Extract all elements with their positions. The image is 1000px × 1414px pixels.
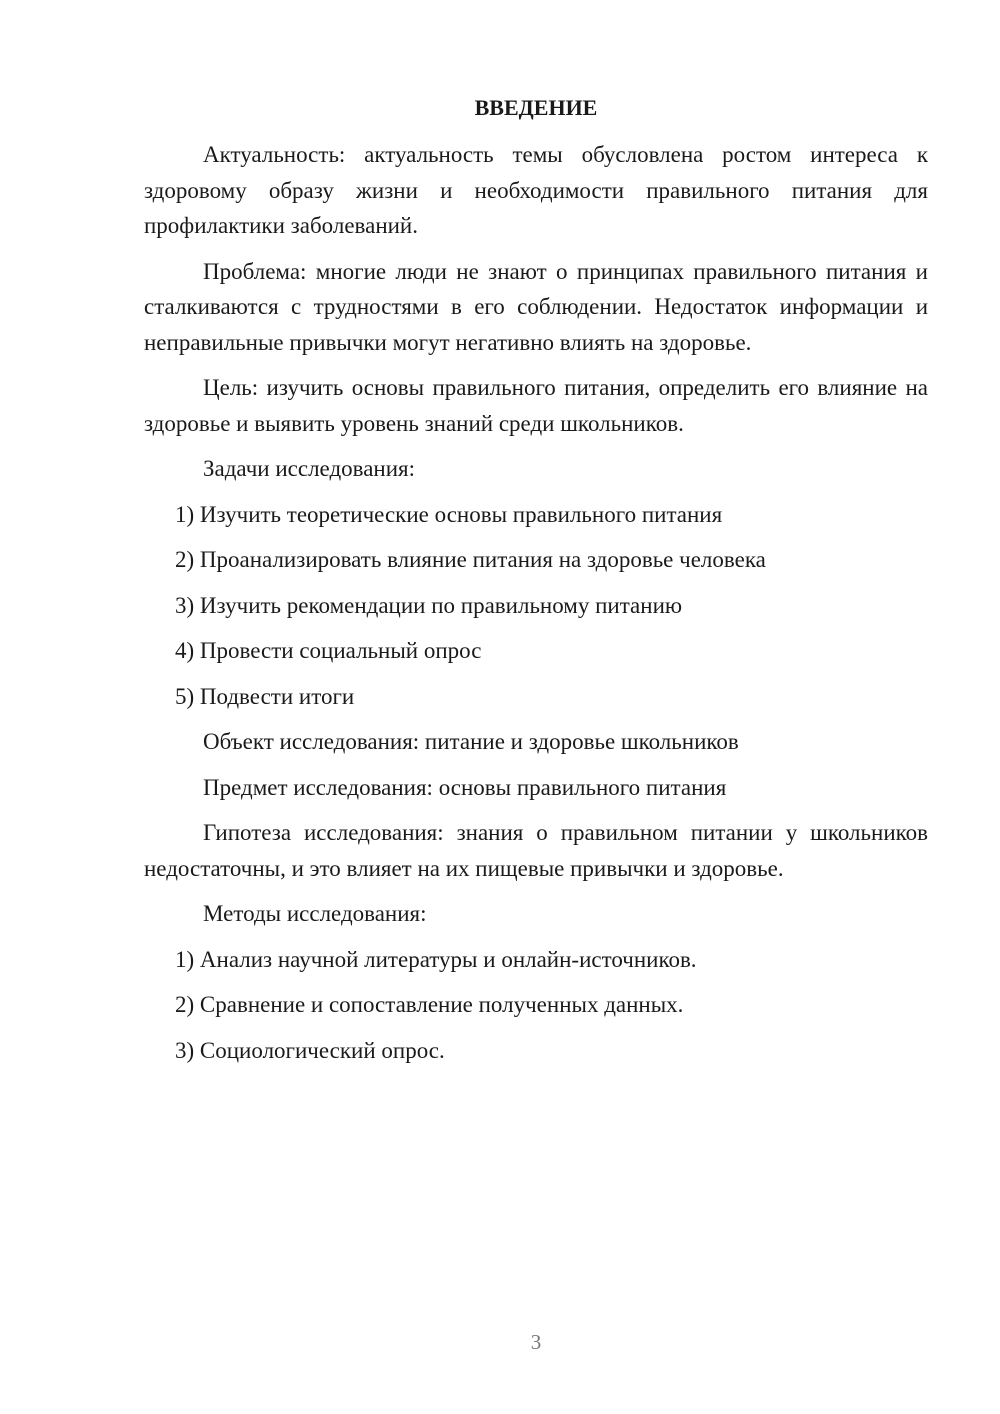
list-item: 4) Провести социальный опрос <box>175 638 482 663</box>
list-item: 1) Изучить теоретические основы правильного питания <box>175 501 723 527</box>
page-number: 3 <box>530 1330 542 1354</box>
tasks-list <box>144 497 928 715</box>
hypothesis-paragraph: Гипотеза исследования: знания о правильном питании у школьников недостаточны, и это влияет на их пищевые привычки и здоровье. <box>144 820 928 881</box>
list-item: 2) Сравнение и сопоставление полученных данных. <box>175 992 684 1017</box>
methods-list <box>144 942 928 1069</box>
list-item: 1) Анализ научной литературы и онлайн-источников. <box>175 946 697 972</box>
relevance-paragraph: Актуальность: актуальность темы обусловлена ростом интереса к здоровому образу жизни и необходимости правильного питания для профилактики заболеваний. <box>144 142 928 238</box>
object-line: Объект исследования: питание и здоровье школьников <box>203 729 739 754</box>
page-content <box>144 88 928 1078</box>
list-item: 3) Социологический опрос. <box>175 1037 445 1063</box>
list-item: 3) Изучить рекомендации по правильному питанию <box>175 592 683 618</box>
problem-paragraph: Проблема: многие люди не знают о принципах правильного питания и сталкиваются с трудностями в его соблюдении. Недостаток информации и неправильные привычки могут негативно влиять на здоровье. <box>144 258 928 355</box>
list-item: 2) Проанализировать влияние питания на здоровье человека <box>175 547 766 572</box>
tasks-heading: Задачи исследования: <box>203 456 416 481</box>
subject-line: Предмет исследования: основы правильного питания <box>203 774 727 800</box>
section-title: ВВЕДЕНИЕ <box>474 95 598 120</box>
list-item: 5) Подвести итоги <box>175 683 355 709</box>
methods-heading: Методы исследования: <box>203 901 427 926</box>
goal-paragraph: Цель: изучить основы правильного питания, определить его влияние на здоровье и выявить уровень знаний среди школьников. <box>144 375 928 436</box>
